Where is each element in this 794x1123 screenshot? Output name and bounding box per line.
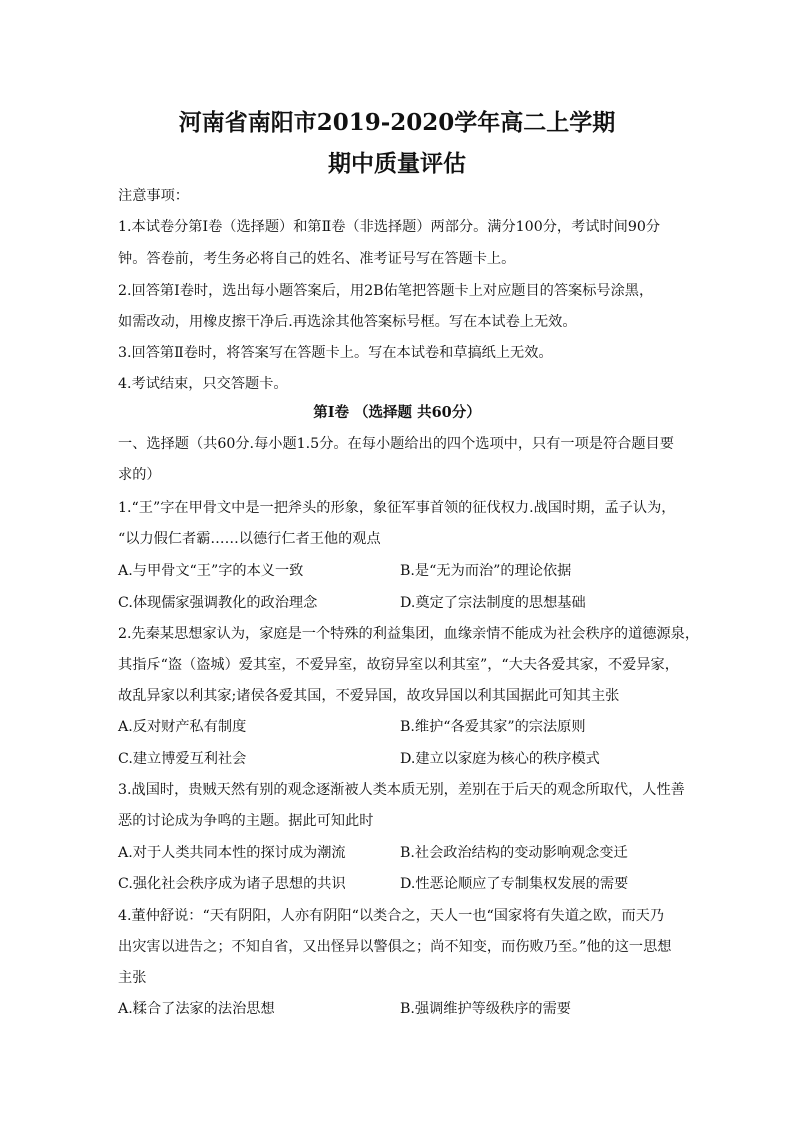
notice-line: 2.回答第Ⅰ卷时，选出每小题答案后，用2B佑笔把答题卡上对应题目的答案标号涂黑， xyxy=(118,283,654,299)
question-2-option-c: C.建立博爱互利社会 xyxy=(118,751,247,767)
part-intro-line: 求的） xyxy=(118,467,161,483)
question-2-option-b: B.维护“各爱其家”的宗法原则 xyxy=(400,719,586,735)
notice-line: 如需改动，用橡皮擦干净后.再选涂其他答案标号框。写在本试卷上无效。 xyxy=(118,314,577,330)
question-2-option-a: A.反对财产私有制度 xyxy=(118,719,247,735)
question-4-option-a: A.糅合了法家的法治思想 xyxy=(118,1001,275,1017)
question-2-option-d: D.建立以家庭为核心的秩序模式 xyxy=(400,751,600,767)
question-3-option-c: C.强化社会秩序成为诸子思想的共识 xyxy=(118,876,346,892)
exam-title: 河南省南阳市2019-2020学年高二上学期 xyxy=(178,109,616,136)
question-4-option-b: B.强调维护等级秩序的需要 xyxy=(400,1001,571,1017)
exam-subtitle: 期中质量评估 xyxy=(328,150,466,177)
notice-line: 1.本试卷分第Ⅰ卷（选择题）和第Ⅱ卷（非选择题）两部分。满分100分，考试时间90分 xyxy=(118,219,661,235)
notice-line: 4.考试结束，只交答题卡。 xyxy=(118,376,288,392)
question-1-stem: “以力假仁者霸……以德行仁者王他的观点 xyxy=(118,531,381,547)
question-3-stem: 恶的讨论成为争鸣的主题。据此可知此时 xyxy=(118,813,374,829)
section-title: 第Ⅰ卷 （选择题 共60分） xyxy=(313,404,481,421)
question-4-stem: 4.董仲舒说：“天有阴阳，人亦有阴阳“以类合之，天人一也“国家将有失道之欧，而天乃 xyxy=(118,908,665,924)
question-1-option-c: C.体现儒家强调教化的政治理念 xyxy=(118,595,318,611)
question-2-stem: 其指斥“盗（盗城）爱其室，不爱异室，故窃异室以利其室”，“大夫各爱其家，不爱异家， xyxy=(118,657,679,673)
question-1-option-d: D.奠定了宗法制度的思想基础 xyxy=(400,595,586,611)
question-1-stem: 1.“王”字在甲骨文中是一把斧头的形象，象征军事首领的征伐权力.战国时期，孟子认为， xyxy=(118,500,676,516)
question-2-stem: 故乱异家以利其家;诸侯各爱其国，不爱异国，故攻异国以利其国据此可知其主张 xyxy=(118,688,620,704)
question-4-stem: 出灾害以进告之；不知自省，又出怪异以警俱之；尚不知变，而伤败乃至。”他的这一思想 xyxy=(118,939,672,955)
notice-line: 3.回答第Ⅱ卷时，将答案写在答题卡上。写在本试卷和草搞纸上无效。 xyxy=(118,345,553,361)
question-4-stem: 主张 xyxy=(118,970,147,986)
question-2-stem: 2.先秦某思想家认为，家庭是一个特殊的利益集团，血缘亲情不能成为社会秩序的道德源泉， xyxy=(118,626,700,642)
question-3-option-a: A.对于人类共同本性的探讨成为潮流 xyxy=(118,845,346,861)
notice-heading: 注意事项： xyxy=(118,188,189,204)
question-3-option-b: B.社会政治结构的变动影响观念变迁 xyxy=(400,845,628,861)
question-3-option-d: D.性恶论顺应了专制集权发展的需要 xyxy=(400,876,629,892)
question-1-option-b: B.是“无为而治”的理论依据 xyxy=(400,563,572,579)
question-3-stem: 3.战国时，贵贼天然有别的观念逐渐被人类本质无别，差别在于后天的观念所取代，人性善 xyxy=(118,782,685,798)
question-1-option-a: A.与甲骨文“王”字的本义一致 xyxy=(118,563,304,579)
part-intro-line: 一、选择题（共60分.每小题1.5分。在每小题给出的四个选项中，只有一项是符合题目要 xyxy=(118,436,674,452)
notice-line: 钟。答卷前，考生务必将自己的姓名、准考证号写在答题卡上。 xyxy=(118,251,516,267)
